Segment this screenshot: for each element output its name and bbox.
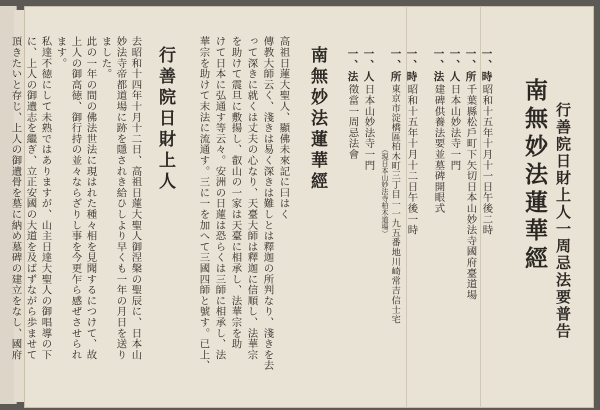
detail-label: 一、時 [480,48,493,83]
essay-line: けて日本に弘通す等云々。安洲の日蓮は恐らくは三師に相承し、法 [213,36,226,360]
detail-people-1: 日本山妙法寺一門 [448,84,461,171]
sutra-heading: 南無妙法蓮華經 [521,78,548,274]
detail-time-2: 昭和十五年十月十二日午後一時 [405,84,418,236]
detail-time-1: 昭和十五年十月十一日午後二時 [480,84,493,236]
memorial-line: に、上人の御遺志を繼ぎ、立正安國の大道を及ばずながら歩ませて [24,36,37,360]
memorial-notice-sheet [9,6,594,408]
detail-rite-2: 徵當一周忌法會 [346,84,359,160]
memorial-line: ました。 [99,36,112,80]
memorial-line: 頂きたいと存じ、上人の御遺骨を墓に納め墓碑の建立をなし、國府 [9,36,22,360]
essay-line: 傳教大師云く、淺きは易く深きは難しとは釋迦の所判なり、淺きを去 [261,36,274,371]
detail-place-2: 東京市淀橋區柏木町三丁目一一九五番地川崎常吉信士宅 [389,84,401,324]
memorial-line: 妙法寺帝都道場に跡を隱されき給ひしより早くも一年の月日を送り [114,36,127,360]
memorial-line: ます。 [54,36,67,69]
detail-label: 一、法 [346,48,359,83]
detail-people-2: 日本山妙法寺一門 [362,84,375,171]
essay-line: 高祖日蓮大聖人、顯佛未來記に曰はく [277,36,290,220]
memorial-heading: 行善院日財上人 [155,46,175,193]
memorial-line: 上人の御高徳、御行持の並々ならざりし事を今更乍ら感ぜさせられ [69,36,82,360]
detail-label: 一、時 [405,48,418,83]
detail-label: 一、所 [389,48,402,83]
essay-heading: 南無妙法蓮華經 [307,46,327,193]
detail-place-1: 千葉縣松戶町下矢切日本山妙法寺國府臺道場 [464,84,477,300]
memorial-line: 私達不徳にして未熟ではありますが、山主日達大聖人の御唱導の下 [39,36,52,360]
memorial-line: 去昭和十四年十月十二日、高祖日蓮大聖人御涅槃の聖辰に、日本山 [129,36,142,360]
detail-label: 一、所 [464,48,477,83]
detail-label: 一、法 [432,48,445,83]
detail-label: 一、人 [362,48,375,83]
memorial-line: 此の一年の間の佛法世法に現はれた種々相を見聞するにつけて、故 [84,36,97,360]
address-note: （現日本山妙法寺柏木道場） [381,146,389,237]
essay-line: 華宗を助けて末法に流通す。三に一を加へて三國四師と號す。已上、 [197,36,210,371]
essay-line: って深きに就くは丈夫の心なり、天臺大師は釋迦に信順し、法華宗 [245,36,258,360]
detail-label: 一、人 [448,48,461,83]
detail-rite-1: 建碑供養法要並墓碑開眼式 [432,84,445,214]
notice-title: 行善院日財上人一周忌法要普告 [554,102,572,340]
essay-line: を助けて震旦に敷揚し、叡山の一家は天臺に相承し、法華宗を助 [229,36,242,350]
